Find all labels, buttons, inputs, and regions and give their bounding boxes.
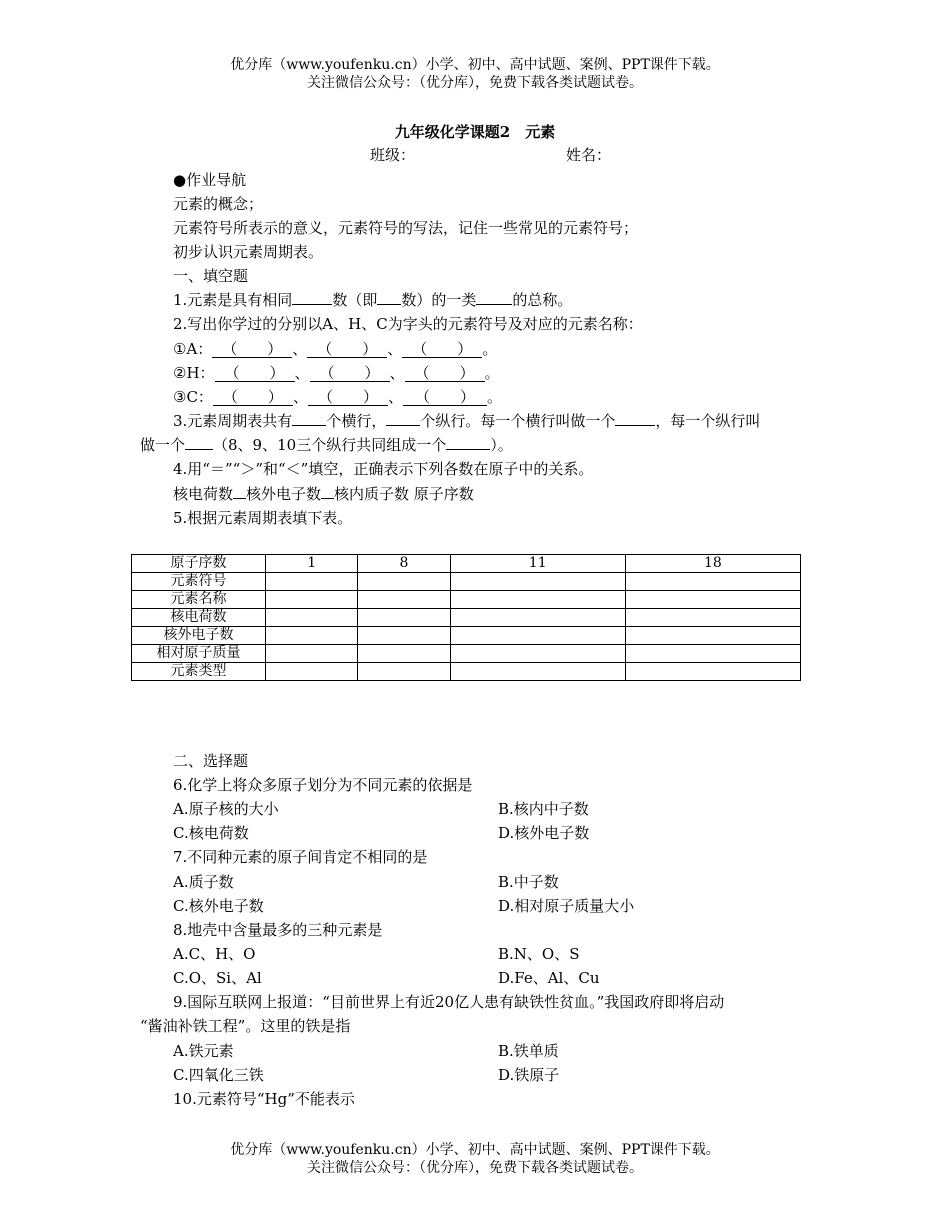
table-cell[interactable] bbox=[358, 645, 450, 663]
table-row-label: 相对原子质量 bbox=[132, 645, 266, 663]
table-cell[interactable] bbox=[358, 591, 450, 609]
question-5: 5.根据元素周期表填下表。 bbox=[173, 509, 353, 527]
option-c[interactable]: C.O、Si、Al bbox=[173, 969, 262, 987]
table-row bbox=[132, 609, 801, 627]
table-cell[interactable] bbox=[450, 627, 625, 645]
answer-blank[interactable] bbox=[615, 411, 655, 426]
page-title: 九年级化学课题2 元素 bbox=[394, 123, 556, 141]
table-cell[interactable] bbox=[450, 663, 625, 681]
option-d[interactable]: D.相对原子质量大小 bbox=[498, 897, 635, 915]
table-row-label: 元素名称 bbox=[132, 591, 266, 609]
answer-blank[interactable]: （ ） bbox=[215, 365, 295, 382]
question-4: 4.用“＝”“＞”和“＜”填空，正确表示下列各数在原子中的关系。 bbox=[173, 460, 594, 478]
answer-blank[interactable]: （ ） bbox=[213, 389, 293, 406]
table-row-label: 核电荷数 bbox=[132, 609, 266, 627]
question-2-row-h: ②H： （ ） 、 （ ） 、 （ ） 。 bbox=[173, 364, 500, 382]
answer-blank[interactable]: （ ） bbox=[307, 341, 387, 358]
answer-blank[interactable] bbox=[386, 411, 420, 426]
table-row-label: 元素类型 bbox=[132, 663, 266, 681]
table-row bbox=[132, 645, 801, 663]
page-header-line1: 优分库（www.youfenku.cn）小学、初中、高中试题、案例、PPT课件下载。 bbox=[230, 57, 720, 73]
option-a[interactable]: A.原子核的大小 bbox=[173, 800, 279, 818]
page-header-line2: 关注微信公众号：（优分库），免费下载各类试题试卷。 bbox=[307, 75, 643, 91]
guide-heading: ●作业导航 bbox=[173, 171, 247, 189]
table-cell[interactable] bbox=[266, 645, 358, 663]
table-cell[interactable] bbox=[358, 609, 450, 627]
table-cell[interactable] bbox=[625, 591, 800, 609]
table-row bbox=[132, 663, 801, 681]
option-a[interactable]: A.质子数 bbox=[173, 873, 234, 891]
option-c[interactable]: C.核外电子数 bbox=[173, 897, 264, 915]
question-10: 10.元素符号“Hg”不能表示 bbox=[173, 1090, 355, 1108]
page-footer-line1: 优分库（www.youfenku.cn）小学、初中、高中试题、案例、PPT课件下载。 bbox=[230, 1142, 720, 1158]
answer-blank[interactable]: （ ） bbox=[403, 389, 487, 406]
question-9-line2: “酱油补铁工程”。这里的铁是指 bbox=[140, 1017, 351, 1035]
question-6: 6.化学上将众多原子划分为不同元素的依据是 bbox=[173, 776, 473, 794]
page-footer-line2: 关注微信公众号：（优分库），免费下载各类试题试卷。 bbox=[307, 1160, 643, 1176]
table-row-label: 元素符号 bbox=[132, 573, 266, 591]
table-row bbox=[132, 627, 801, 645]
guide-item: 初步认识元素周期表。 bbox=[173, 243, 324, 261]
option-a[interactable]: A.C、H、O bbox=[173, 945, 256, 963]
table-cell[interactable] bbox=[266, 609, 358, 627]
answer-blank[interactable] bbox=[476, 290, 512, 305]
table-cell[interactable] bbox=[450, 573, 625, 591]
question-9-line1: 9.国际互联网上报道：“目前世界上有近20亿人患有缺铁性贫血。”我国政府即将启动 bbox=[173, 993, 725, 1011]
table-cell[interactable] bbox=[358, 573, 450, 591]
answer-blank[interactable] bbox=[233, 484, 246, 499]
answer-blank[interactable] bbox=[185, 435, 213, 450]
option-b[interactable]: B.中子数 bbox=[498, 873, 559, 891]
answer-blank[interactable]: （ ） bbox=[405, 365, 485, 382]
guide-item: 元素的概念； bbox=[173, 195, 264, 213]
question-3-line2: 做一个 （8、9、10三个纵行共同组成一个 ）。 bbox=[140, 436, 513, 454]
table-header-cell: 18 bbox=[625, 555, 800, 573]
question-2-row-a: ①A： （ ） 、 （ ） 、 （ ） 。 bbox=[173, 340, 498, 358]
table-cell[interactable] bbox=[266, 663, 358, 681]
answer-blank[interactable]: （ ） bbox=[402, 341, 482, 358]
answer-blank[interactable]: （ ） bbox=[310, 365, 390, 382]
table-row bbox=[132, 573, 801, 591]
table-cell[interactable] bbox=[266, 591, 358, 609]
question-8: 8.地壳中含量最多的三种元素是 bbox=[173, 921, 383, 939]
class-label: 班级： bbox=[370, 146, 416, 164]
table-header-cell: 8 bbox=[358, 555, 450, 573]
section-fill-blank-heading: 一、填空题 bbox=[173, 267, 249, 285]
option-b[interactable]: B.核内中子数 bbox=[498, 800, 589, 818]
question-1: 1.元素是具有相同 数（即 数）的一类 的总称。 bbox=[173, 291, 573, 309]
option-a[interactable]: A.铁元素 bbox=[173, 1042, 234, 1060]
answer-blank[interactable] bbox=[292, 411, 326, 426]
table-cell[interactable] bbox=[625, 609, 800, 627]
table-cell[interactable] bbox=[450, 591, 625, 609]
table-row-label: 核外电子数 bbox=[132, 627, 266, 645]
table-header-cell: 1 bbox=[266, 555, 358, 573]
table-cell[interactable] bbox=[450, 645, 625, 663]
table-header-cell: 原子序数 bbox=[132, 555, 266, 573]
question-3-line1: 3.元素周期表共有 个横行， 个纵行。每一个横行叫做一个 ，每一个纵行叫 bbox=[173, 412, 761, 430]
option-d[interactable]: D.核外电子数 bbox=[498, 824, 590, 842]
option-b[interactable]: B.铁单质 bbox=[498, 1042, 559, 1060]
option-c[interactable]: C.核电荷数 bbox=[173, 824, 249, 842]
table-cell[interactable] bbox=[358, 663, 450, 681]
question-2-row-c: ③C： （ ） 、 （ ） 、 （ ） 。 bbox=[173, 388, 502, 406]
question-7: 7.不同种元素的原子间肯定不相同的是 bbox=[173, 848, 428, 866]
table-cell[interactable] bbox=[266, 573, 358, 591]
table-cell[interactable] bbox=[358, 627, 450, 645]
table-header-cell: 11 bbox=[450, 555, 625, 573]
answer-blank[interactable] bbox=[321, 484, 334, 499]
element-table bbox=[131, 554, 801, 681]
table-cell[interactable] bbox=[625, 573, 800, 591]
name-label: 姓名： bbox=[566, 146, 612, 164]
table-row bbox=[132, 591, 801, 609]
table-cell[interactable] bbox=[625, 663, 800, 681]
answer-blank[interactable] bbox=[292, 290, 332, 305]
question-2: 2.写出你学过的分别以A、H、C为字头的元素符号及对应的元素名称： bbox=[173, 315, 643, 333]
option-c[interactable]: C.四氧化三铁 bbox=[173, 1066, 264, 1084]
table-cell[interactable] bbox=[450, 609, 625, 627]
table-cell[interactable] bbox=[625, 627, 800, 645]
option-d[interactable]: D.Fe、Al、Cu bbox=[498, 969, 600, 987]
table-header-row bbox=[132, 555, 801, 573]
question-4-relations: 核电荷数 核外电子数 核内质子数 原子序数 bbox=[173, 485, 474, 503]
answer-blank[interactable]: （ ） bbox=[308, 389, 388, 406]
table-cell[interactable] bbox=[266, 627, 358, 645]
guide-item: 元素符号所表示的意义，元素符号的写法，记住一些常见的元素符号； bbox=[173, 219, 639, 237]
answer-blank[interactable]: （ ） bbox=[212, 341, 292, 358]
answer-blank[interactable] bbox=[377, 290, 401, 305]
answer-blank[interactable] bbox=[446, 435, 490, 450]
option-d[interactable]: D.铁原子 bbox=[498, 1066, 560, 1084]
option-b[interactable]: B.N、O、S bbox=[498, 945, 580, 963]
section-choice-heading: 二、选择题 bbox=[173, 752, 249, 770]
table-cell[interactable] bbox=[625, 645, 800, 663]
